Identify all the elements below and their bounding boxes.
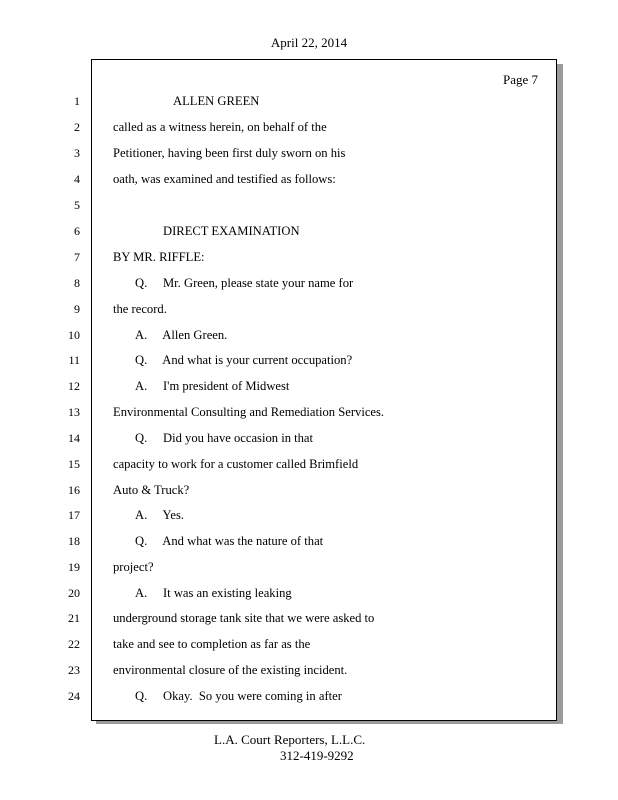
- question-line: Q. And what is your current occupation?: [135, 353, 353, 367]
- line-text: project?: [113, 560, 154, 574]
- line-number: 3: [74, 146, 80, 160]
- line-number: 1: [74, 94, 80, 108]
- line-number: 16: [68, 483, 80, 497]
- line-number: 13: [68, 405, 80, 419]
- section-heading: DIRECT EXAMINATION: [163, 224, 300, 238]
- line-text: underground storage tank site that we were asked to: [113, 611, 375, 625]
- answer-line: A. I'm president of Midwest: [135, 379, 290, 393]
- line-text: capacity to work for a customer called Brimfield: [113, 457, 359, 471]
- line-number: 23: [68, 663, 80, 677]
- question-line: Q. Did you have occasion in that: [135, 431, 314, 445]
- line-number: 19: [68, 560, 80, 574]
- line-number: 10: [68, 328, 80, 342]
- line-number: 7: [74, 250, 80, 264]
- answer-line: A. Yes.: [135, 508, 184, 522]
- answer-line: A. It was an existing leaking: [135, 586, 292, 600]
- question-line: Q. And what was the nature of that: [135, 534, 324, 548]
- line-number: 15: [68, 457, 80, 471]
- line-text: environmental closure of the existing incident.: [113, 663, 348, 677]
- witness-name: ALLEN GREEN: [173, 94, 260, 108]
- line-number: 5: [74, 198, 80, 212]
- question-line: Q. Mr. Green, please state your name for: [135, 276, 354, 290]
- question-line: Q. Okay. So you were coming in after: [135, 689, 342, 703]
- line-text: BY MR. RIFFLE:: [113, 250, 205, 264]
- line-number: 22: [68, 637, 80, 651]
- line-text: take and see to completion as far as the: [113, 637, 311, 651]
- page-number: Page 7: [502, 72, 538, 87]
- line-number: 21: [68, 611, 80, 625]
- line-number: 24: [68, 689, 80, 703]
- line-text: oath, was examined and testified as follows:: [113, 172, 336, 186]
- transcript-date: April 22, 2014: [270, 35, 348, 50]
- line-text: Environmental Consulting and Remediation Services.: [113, 405, 385, 419]
- answer-line: A. Allen Green.: [135, 328, 228, 342]
- line-number: 2: [74, 120, 80, 134]
- line-number: 18: [68, 534, 80, 548]
- line-text: called as a witness herein, on behalf of the: [113, 120, 327, 134]
- reporter-phone: 312-419-9292: [280, 748, 354, 763]
- line-text: the record.: [113, 302, 167, 316]
- line-number: 6: [74, 224, 80, 238]
- line-number: 14: [68, 431, 80, 445]
- line-text: Auto & Truck?: [113, 483, 190, 497]
- line-number: 9: [74, 302, 80, 316]
- line-number: 11: [68, 353, 80, 367]
- line-number: 8: [74, 276, 80, 290]
- reporter-company: L.A. Court Reporters, L.L.C.: [214, 732, 366, 747]
- line-number: 20: [68, 586, 80, 600]
- line-number: 12: [68, 379, 80, 393]
- line-number: 17: [68, 508, 80, 522]
- line-number: 4: [74, 172, 80, 186]
- line-text: Petitioner, having been first duly sworn on his: [113, 146, 346, 160]
